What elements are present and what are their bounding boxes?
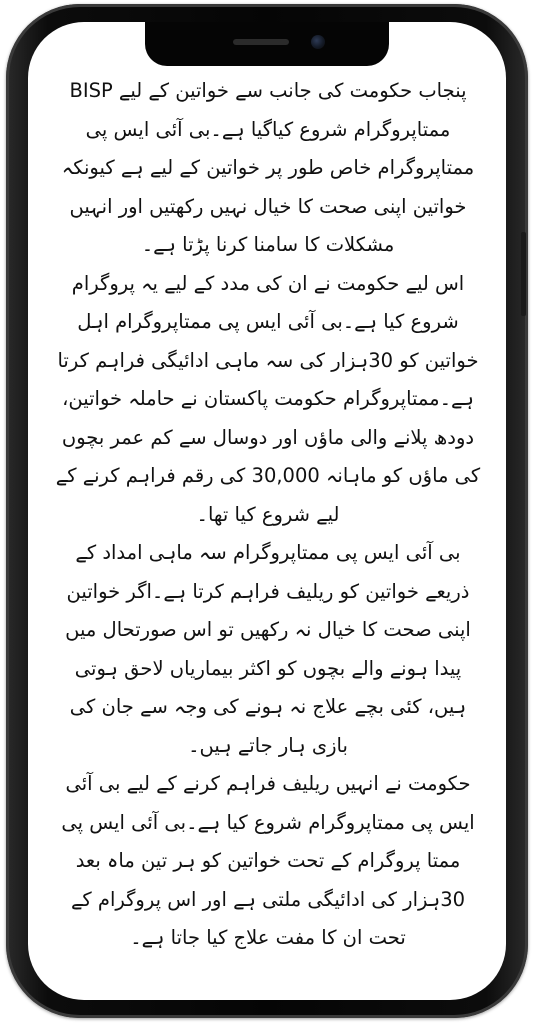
article-paragraph-2: اس لیے حکومت نے ان کی مدد کے لیے یہ پروگرام شروع کیا ہے۔بی آئی ایس پی ممتاپروگرام اہل خواتین کو 30ہزار کی سہ ماہی ادائیگی فراہم کرتا ہے۔ممتاپروگرام حکومت پاکستان نے حاملہ خواتین، دودھ پلانے والی ماؤں اور دوسال سے کم عمر بچوں کی ماؤں کو ماہانہ 30,000 کی رقم فراہم کرنے کے لیے شروع کیا تھا۔ <box>55 271 481 526</box>
article-paragraph-3: بی آئی ایس پی ممتاپروگرام سہ ماہی امداد کے ذریعے خواتین کو ریلیف فراہم کرتا ہے۔اگر خواتین اپنی صحت کا خیال نہ رکھیں تو اس صورتحال میں پیدا ہونے والے بچوں کو اکثر بیماریاں لاحق ہوتی ہیں، کئی بچے علاج نہ ہونے کی وجہ سے جان کی بازی ہار جاتے ہیں۔ <box>65 541 471 757</box>
phone-frame <box>6 4 528 1018</box>
article-paragraph-4: حکومت نے انہیں ریلیف فراہم کرنے کے لیے بی آئی ایس پی ممتاپروگرام شروع کیا ہے۔بی آئی ایس پی ممتا پروگرام کے تحت خواتین کو ہر تین ماہ بعد 30ہزار کی ادائیگی ملتی ہے اور اس پروگرام کے تحت ان کا مفت علاج کیا جاتا ہے۔ <box>61 772 475 949</box>
phone-notch <box>145 22 389 66</box>
speaker-grille <box>233 39 289 45</box>
article-body <box>54 72 482 958</box>
article-paragraph-1: پنجاب حکومت کی جانب سے خواتین کے لیے BISP ممتاپروگرام شروع کیاگیا ہے۔بی آئی ایس پی ممتاپروگرام خاص طور پر خواتین کے لیے ہے کیونکہ خواتین اپنی صحت کا خیال نہیں رکھتیں اور انہیں مشکلات کا سامنا کرنا پڑتا ہے۔ <box>61 79 475 256</box>
side-power-button <box>521 232 526 316</box>
front-camera-icon <box>311 35 325 49</box>
phone-screen <box>28 22 506 1000</box>
